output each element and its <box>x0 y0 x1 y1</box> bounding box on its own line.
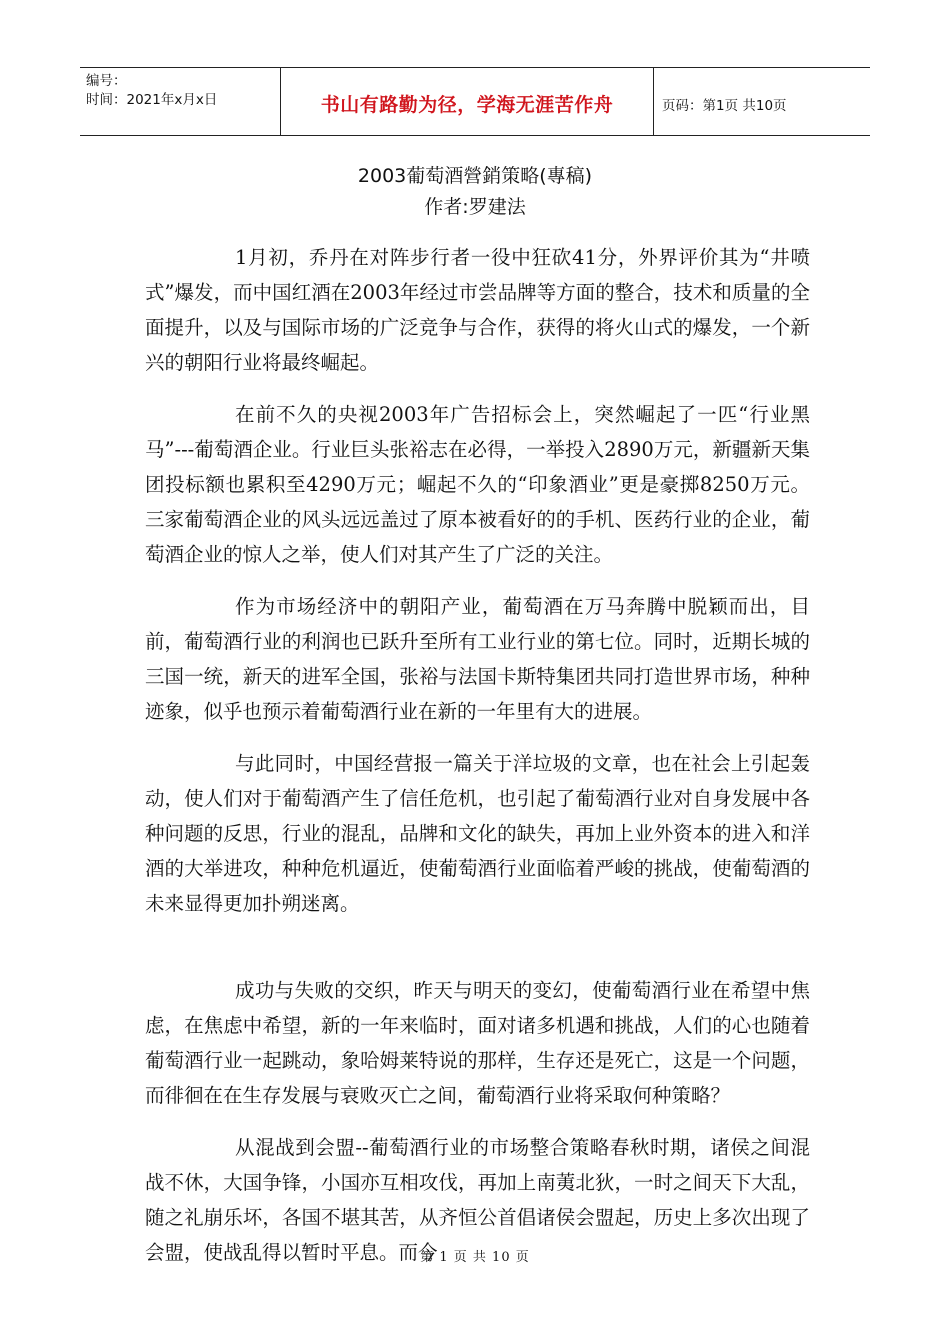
header-page-info: 页码：第1页 共10页 <box>662 97 787 114</box>
body-paragraph: 与此同时，中国经营报一篇关于洋垃圾的文章，也在社会上引起轰动，使人们对于葡萄酒产生了信任危机，也引起了葡萄酒行业对自身发展中各种问题的反思，行业的混乱，品牌和文化的缺失，再加上业外资本的进入和洋酒的大举进攻，种种危机逼近，使葡萄酒行业面临着严峻的挑战，使葡萄酒的未来显得更加扑朔迷离。 <box>145 752 810 915</box>
document-author: 作者:罗建法 <box>424 196 526 218</box>
body-paragraph: 1月初，乔丹在对阵步行者一役中狂砍41分，外界评价其为“井喷式”爆发，而中国红酒在2003年经过市尝品牌等方面的整合，技术和质量的全面提升，以及与国际市场的广泛竞争与合作，获得的将火山式的爆发，一个新兴的朝阳行业将最终崛起。 <box>145 246 810 374</box>
body-paragraph: 成功与失败的交织，昨天与明天的变幻，使葡萄酒行业在希望中焦虑，在焦虑中希望，新的一年来临时，面对诸多机遇和挑战，人们的心也随着葡萄酒行业一起跳动，象哈姆莱特说的那样，生存还是死亡，这是一个问题，而徘徊在在生存发展与衰败灭亡之间，葡萄酒行业将采取何种策略？ <box>145 979 810 1107</box>
page-header <box>80 67 870 136</box>
document-title: 2003葡萄酒營銷策略(專稿) <box>357 165 593 187</box>
body-paragraph: 从混战到会盟--葡萄酒行业的市场整合策略春秋时期，诸侯之间混战不休，大国争锋，小国亦互相攻伐，再加上南荑北狄，一时之间天下大乱，随之礼崩乐坏，各国不堪其苦，从齐恒公首倡诸侯会盟起，历史上多次出现了会盟，使战乱得以暂时平息。而今 <box>145 1136 810 1264</box>
document-body <box>145 240 810 1270</box>
header-motto: 书山有路勤为径，学海无涯苦作舟 <box>280 68 654 135</box>
header-meta <box>80 68 280 135</box>
page-footer-number: 第 1 页 共 10 页 <box>420 1250 530 1265</box>
document-date-label: 时间：2021年x月x日 <box>86 92 218 108</box>
body-paragraph: 作为市场经济中的朝阳产业，葡萄酒在万马奔腾中脱颖而出，目前，葡萄酒行业的利润也已跃升至所有工业行业的第七位。同时，近期长城的三国一统，新天的进军全国，张裕与法国卡斯特集团共同打造世界市场，种种迹象，似乎也预示着葡萄酒行业在新的一年里有大的进展。 <box>145 595 810 723</box>
body-paragraph: 在前不久的央视2003年广告招标会上，突然崛起了一匹“行业黑马”---葡萄酒企业。行业巨头张裕志在必得，一举投入2890万元，新疆新天集团投标额也累积至4290万元；崛起不久的“印象酒业”更是豪掷8250万元。三家葡萄酒企业的风头远远盖过了原本被看好的的手机、医药行业的企业，葡萄酒企业的惊人之举，使人们对其产生了广泛的关注。 <box>145 403 810 566</box>
document-number-label: 编号： <box>86 73 127 89</box>
